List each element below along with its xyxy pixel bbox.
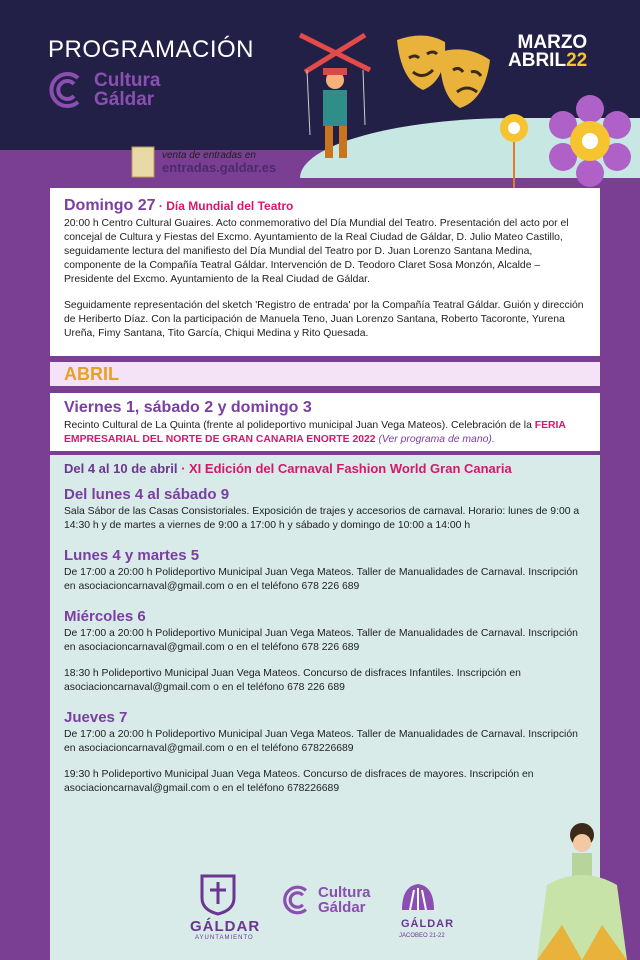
s2-date: Lunes 4 y martes 5 xyxy=(64,547,200,564)
domingo-date: Domingo 27 xyxy=(64,197,156,214)
cultura-galdar-logo xyxy=(48,70,161,110)
domingo-section xyxy=(50,188,600,356)
s1-date: Del lunes 4 al sábado 9 xyxy=(64,486,230,503)
logo-line2: Gáldar xyxy=(94,89,155,110)
ticket-icon xyxy=(130,145,156,179)
viernes-heading: Viernes 1, sábado 2 y domingo 3 xyxy=(64,399,312,416)
s1-text: Sala Sábor de las Casas Consistoriales. Exposición de trajes y accesorios de carnaval. Horario: lunes de 9:00 a 14:30 h y de martes a viernes de 9:00 a 17:00 h y sábado y domingo de 10:00 a 14:00 h xyxy=(64,506,580,531)
carnaval-range: Del 4 al 10 de abril xyxy=(64,461,178,476)
s3-text: De 17:00 a 20:00 h Polideportivo Municipal Juan Vega Mateos. Taller de Manualidades de Carnaval. Inscripción en asociacioncarnaval@gmail.com o en el teléfono 678 226 689 xyxy=(64,628,578,653)
footer-ayuntamiento: AYUNTAMIENTO xyxy=(195,935,254,941)
feria-highlight: FERIA EMPRESARIAL DEL NORTE DE GRAN CANARIA ENORTE 2022 xyxy=(64,420,566,445)
ticket-sales xyxy=(130,145,276,179)
puppet-illustration xyxy=(285,30,405,180)
carnaval-title: XI Edición del Carnaval Fashion World Gran Canaria xyxy=(189,461,512,476)
abril-banner xyxy=(50,362,600,386)
galdar-shield-icon xyxy=(198,872,238,916)
viernes-note: (Ver programa de mano). xyxy=(378,434,495,445)
carnaval-heading xyxy=(64,461,586,476)
carnaval-sep: · xyxy=(177,461,190,476)
flower-icon xyxy=(498,110,530,190)
s3-text2: 18:30 h Polideportivo Municipal Juan Vega Mateos. Concurso de disfraces Infantiles. Inscripción en asociacioncarnaval@gmail.com o en el teléfono 678 226 689 xyxy=(64,668,521,693)
domingo-paragraph-2: Seguidamente representación del sketch 'Registro de entrada' por la Compañía Teatral Gáldar. Guión y dirección de Heriberto Díaz. Con la participación de Manuela Teno, Juan Lorenzo Santana, Roberto Tacoronte, Yurena Ureña, Fimy Santana, Tito García, Chiqui Medina y Rito Quesada. xyxy=(64,300,584,339)
s4-text: De 17:00 a 20:00 h Polideportivo Municipal Juan Vega Mateos. Taller de Manualidades de Carnaval. Inscripción en asociacioncarnaval@gmail.com o en el teléfono 678226689 xyxy=(64,729,578,754)
footer-logo-line1: Cultura xyxy=(318,884,371,901)
date-range xyxy=(508,34,587,70)
logo-line1: Cultura xyxy=(94,70,161,91)
s3-date: Miércoles 6 xyxy=(64,608,146,625)
footer-cultura-logo xyxy=(282,884,371,916)
s4-text2: 19:30 h Polideportivo Municipal Juan Vega Mateos. Concurso de disfraces de mayores. Inscripción en asociacioncarnaval@gmail.com o en el teléfono 678226689 xyxy=(64,769,534,794)
month-abril: ABRIL xyxy=(508,50,567,71)
viernes-text xyxy=(64,419,586,447)
footer-logo-line2: Gáldar xyxy=(318,899,366,916)
purple-flower-icon xyxy=(545,95,640,190)
footer-galdar: GÁLDAR xyxy=(190,918,261,935)
domingo-heading xyxy=(64,197,586,215)
cultura-logo-icon xyxy=(48,70,88,110)
domingo-sep: · xyxy=(155,199,167,213)
year: 22 xyxy=(566,50,588,71)
viernes-section xyxy=(50,393,600,451)
page-title: PROGRAMACIÓN xyxy=(48,36,255,63)
s2-text: De 17:00 a 20:00 h Polideportivo Municipal Juan Vega Mateos. Taller de Manualidades de Carnaval. Inscripción en asociacioncarnaval@gmail.com o en el teléfono 678 226 689 xyxy=(64,567,578,592)
theatre-masks-icon xyxy=(395,30,495,120)
domingo-event: Día Mundial del Teatro xyxy=(166,199,294,213)
abril-label: ABRIL xyxy=(64,364,119,384)
ticket-line1: venta de entradas en xyxy=(162,150,256,161)
domingo-paragraph-1: 20:00 h Centro Cultural Guaires. Acto conmemorativo del Día Mundial del Teatro. Presentación del acto por el concejal de Cultura y Fiestas del Excmo. Ayuntamiento de la Real Ciudad de Gáldar, D. Julio Mateo Castillo, seguidamente lectura del manifiesto del Día Mundial del Teatro por D. Juan Lorenzo Santana Medina, componente de la Compañía Teatral Gáldar. Intervención de D. Teodoro Claret Sosa Monzón, Alcalde – Presidente del Excmo. Ayuntamiento de la Real Ciudad de Gáldar. xyxy=(64,218,569,285)
footer-jacobeo: JACOBEO 21-22 xyxy=(399,933,445,939)
ticket-url[interactable]: entradas.galdar.es xyxy=(162,160,277,175)
jacobeo-shell-icon xyxy=(398,880,438,918)
s4-date: Jueves 7 xyxy=(64,709,128,726)
viernes-text-a: Recinto Cultural de La Quinta (frente al polideportivo municipal Juan Vega Mateos). Celebración de la xyxy=(64,420,532,431)
carnaval-section xyxy=(50,455,600,865)
footer-galdar-2: GÁLDAR xyxy=(401,918,455,930)
lady-figure-illustration xyxy=(522,815,632,960)
footer-cultura-icon xyxy=(282,884,314,916)
month-marzo: MARZO xyxy=(517,32,588,53)
